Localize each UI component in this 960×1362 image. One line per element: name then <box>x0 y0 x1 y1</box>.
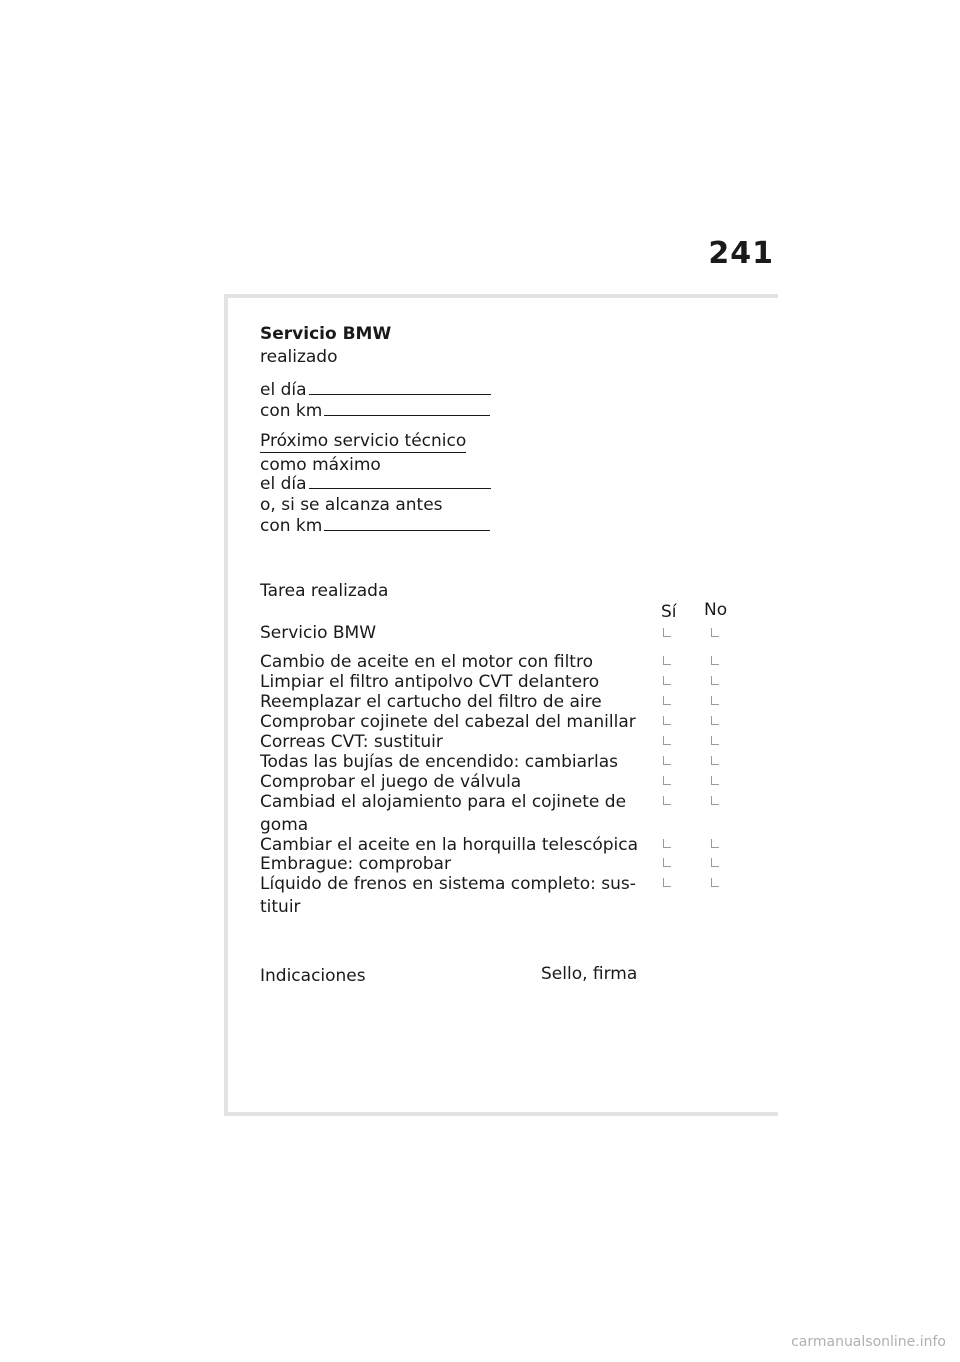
service-date-field[interactable] <box>309 393 491 395</box>
service-km-row <box>260 401 490 421</box>
service-subtitle: realizado <box>260 347 338 367</box>
task-item: Cambiar el aceite en la horquilla telescópica <box>260 835 639 855</box>
next-service-or: o, si se alcanza antes <box>260 495 443 515</box>
checkbox-no[interactable] <box>711 716 719 725</box>
next-service-max: como máximo <box>260 455 381 475</box>
tasks-heading: Tarea realizada <box>260 581 389 601</box>
checkbox-yes[interactable] <box>663 736 671 745</box>
checkbox-no[interactable] <box>711 736 719 745</box>
checkbox-no[interactable] <box>711 776 719 785</box>
notes-label: Indicaciones <box>260 966 366 986</box>
task-item: Comprobar cojinete del cabezal del manillar <box>260 712 636 732</box>
task-item: Embrague: comprobar <box>260 854 451 874</box>
service-date-label: el día <box>260 380 307 400</box>
service-km-field[interactable] <box>324 414 490 416</box>
watermark-text: carmanualsonline.info <box>791 1334 946 1350</box>
checkbox-no[interactable] <box>711 696 719 705</box>
task-item: Cambiad el alojamiento para el cojinete de <box>260 792 627 812</box>
column-no-label: No <box>704 600 728 620</box>
top-rule <box>224 294 778 298</box>
task-item-continued: tituir <box>260 897 301 917</box>
task-item: Servicio BMW <box>260 623 377 643</box>
checkbox-yes[interactable] <box>663 676 671 685</box>
task-item: Correas CVT: sustituir <box>260 732 443 752</box>
checkbox-yes[interactable] <box>663 858 671 867</box>
checkbox-yes[interactable] <box>663 756 671 765</box>
page-number: 241 <box>708 236 774 271</box>
next-service-date-label: el día <box>260 474 307 494</box>
task-item-continued: goma <box>260 815 309 835</box>
bottom-rule <box>224 1112 778 1116</box>
checkbox-no[interactable] <box>711 756 719 765</box>
task-item: Cambio de aceite en el motor con filtro <box>260 652 593 672</box>
checkbox-no[interactable] <box>711 676 719 685</box>
stamp-signature-label: Sello, firma <box>541 964 638 984</box>
service-km-label: con km <box>260 401 323 421</box>
checkbox-yes[interactable] <box>663 839 671 848</box>
checkbox-yes[interactable] <box>663 696 671 705</box>
task-item: Líquido de frenos en sistema completo: sus- <box>260 874 636 894</box>
checkbox-yes[interactable] <box>663 796 671 805</box>
checkbox-yes[interactable] <box>663 776 671 785</box>
checkbox-yes[interactable] <box>663 878 671 887</box>
next-service-km-field[interactable] <box>324 529 490 531</box>
checkbox-no[interactable] <box>711 858 719 867</box>
service-date-row <box>260 380 491 400</box>
checkbox-yes[interactable] <box>663 628 671 637</box>
task-item: Todas las bujías de encendido: cambiarlas <box>260 752 619 772</box>
next-service-date-row <box>260 474 491 494</box>
service-title: Servicio BMW <box>260 324 392 344</box>
checkbox-no[interactable] <box>711 839 719 848</box>
next-service-km-row <box>260 516 490 536</box>
column-yes-label: Sí <box>661 602 677 622</box>
checkbox-no[interactable] <box>711 656 719 665</box>
checkbox-yes[interactable] <box>663 716 671 725</box>
task-item: Limpiar el filtro antipolvo CVT delantero <box>260 672 600 692</box>
checkbox-no[interactable] <box>711 796 719 805</box>
next-service-km-label: con km <box>260 516 323 536</box>
task-item: Reemplazar el cartucho del filtro de aire <box>260 692 602 712</box>
checkbox-no[interactable] <box>711 628 719 637</box>
next-service-title: Próximo servicio técnico <box>260 431 467 451</box>
next-service-date-field[interactable] <box>309 487 491 489</box>
checkbox-no[interactable] <box>711 878 719 887</box>
task-item: Comprobar el juego de válvula <box>260 772 522 792</box>
left-rule <box>224 294 228 1114</box>
checkbox-yes[interactable] <box>663 656 671 665</box>
